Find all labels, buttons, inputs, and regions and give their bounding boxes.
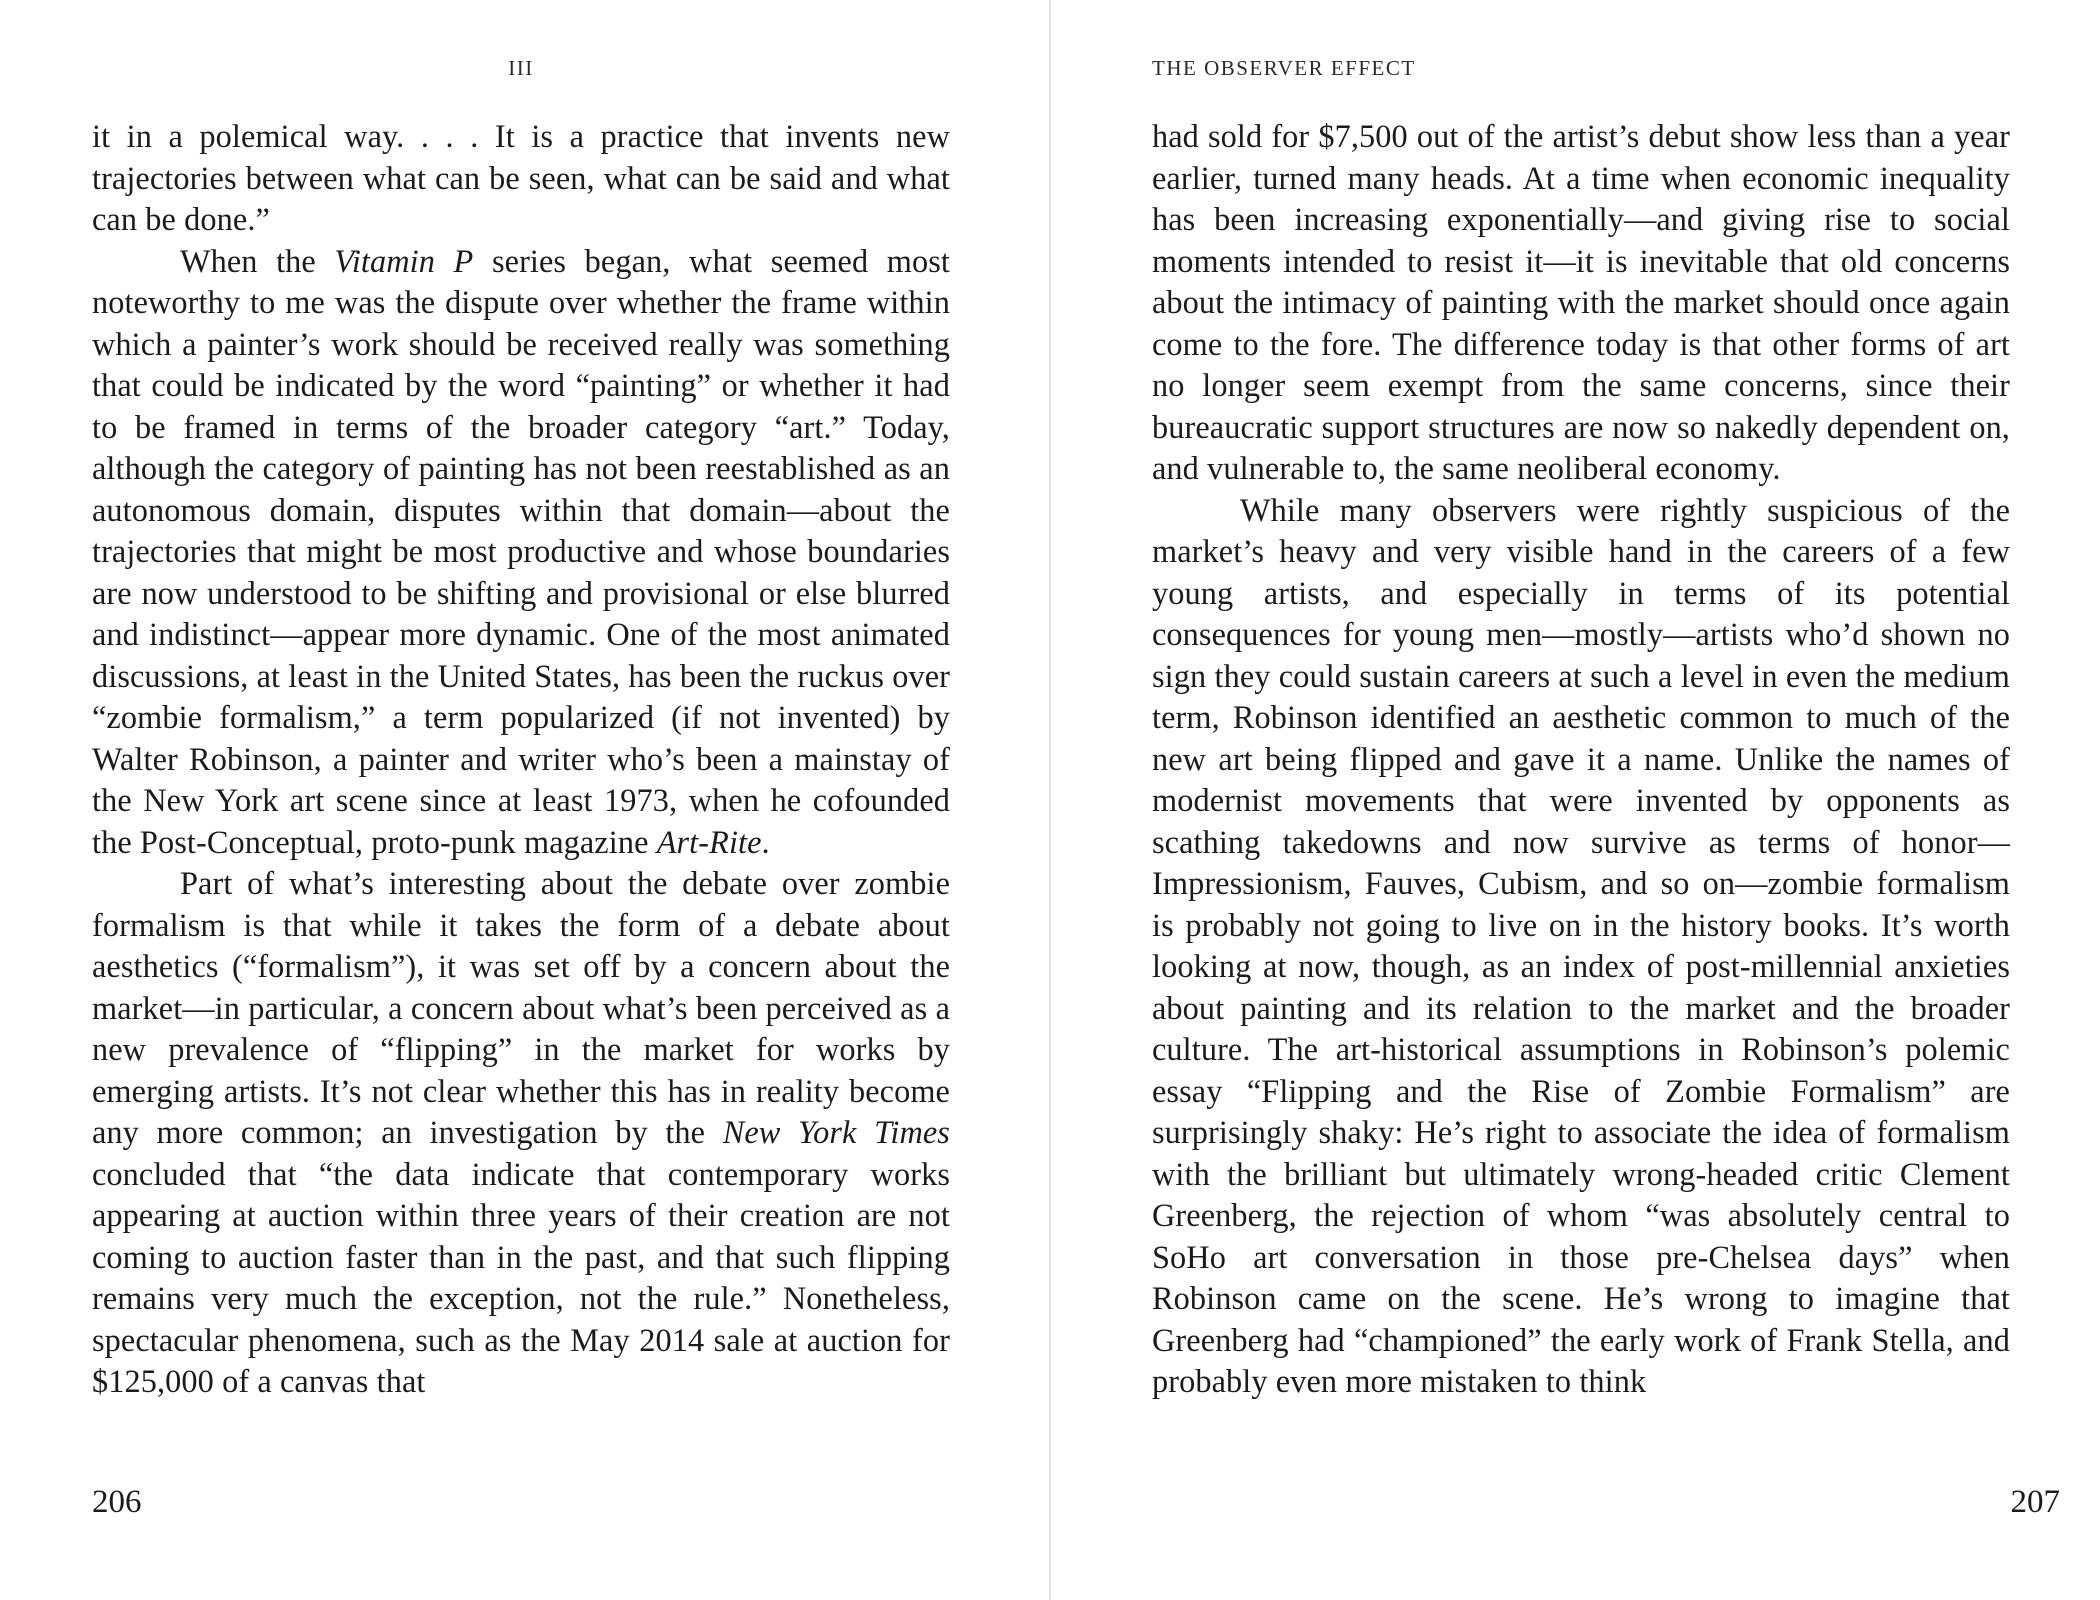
page-number-left: 206 [92,1484,142,1520]
text-run: . [761,823,770,860]
text-run: series began, what seemed most noteworthy to me was the dispute over whether the frame within which a painter’s work should be received really was something that could be indicated by the word “painting” or whether it had to be framed in terms of the broader category “art.” Today, although the category of painting has not been reestablished as an autonomous domain, disputes within that domain—about the trajectories that might be most productive and whose boundaries are now understood to be shifting and provisional or else blurred and indistinct—appear more dynamic. One of the most animated discussions, at least in the United States, has been the ruckus over “zombie formalism,” a term popularized (if not invented) by Walter Robinson, a painter and writer who’s been a mainstay of the New York art scene since at least 1973, when he cofounded the Post-Conceptual, proto-punk magazine [92,242,950,860]
text-run: had sold for $7,500 out of the artist’s debut show less than a year earlier, turned many heads. At a time when economic inequality has been increasing exponentially—and giving rise to social moments intended to resist it—it is inevitable that old concerns about the intimacy of painting with the market should once again come to the fore. The difference today is that other forms of art no longer seem exempt from the same concerns, since their bureaucratic support structures are now so nakedly dependent on, and vulnerable to, the same neoliberal economy. [1152,118,2010,486]
page-number-right: 207 [2010,1484,2060,1520]
text-run: concluded that “the data indicate that contemporary works appearing at auction within three years of their creation are not coming to auction faster than in the past, and that such flipping remains very much the exception, not the rule.” Nonetheless, spectacular phenomena, such as the May 2014 sale at auction for $125,000 of a canvas that [92,1155,950,1399]
text-run: When the [180,242,335,279]
body-text-right [1152,116,2010,1403]
paragraph [92,116,950,241]
italic-title: Vitamin P [334,242,474,279]
italic-title: New York Times [722,1114,950,1150]
italic-title: Art-Rite [656,823,762,860]
paragraph [92,241,950,864]
body-text-left [92,116,950,1403]
paragraph [1152,116,2010,490]
running-head-right: THE OBSERVER EFFECT [1152,56,1416,80]
paragraph [1152,490,2010,1403]
text-run: While many observers were rightly suspicious of the market’s heavy and very visible hand in the careers of a few young artists, and especially in terms of its potential consequences for young men—mostly—artists who’d shown no sign they could sustain careers at such a level in even the medium term, Robinson identified an aesthetic common to much of the new art being flipped and gave it a name. Unlike the names of modernist movements that were invented by opponents as scathing takedowns and now survive as terms of honor—Impressionism, Fauves, Cubism, and so on—zombie formalism is probably not going to live on in the history books. It’s worth looking at now, though, as an index of post-millennial anxieties about painting and its relation to the market and the broader culture. The art-historical assumptions in Robinson’s polemic essay “Flipping and the Rise of Zombie Formalism” are surprisingly shaky: He’s right to associate the idea of formalism with the brilliant but ultimately wrong-headed critic Clement Greenberg, the rejection of whom “was absolutely central to SoHo art conversation in those pre-Chelsea days” when Robinson came on the scene. He’s wrong to imagine that Greenberg had “championed” the early work of Frank Stella, and probably even more mistaken to think [1152,491,2010,1399]
running-head-left: III [508,56,534,80]
right-page [1050,0,2100,1600]
paragraph [92,863,950,1403]
text-run: Part of what’s interesting about the debate over zombie formalism is that while it takes the form of a debate about aesthetics (“formalism”), it was set off by a concern about the market—in particular, a concern about what’s been perceived as a new prevalence of “flipping” in the market for works by emerging artists. It’s not clear whether this has in reality become any more common; an investigation by the [92,865,950,1150]
text-run: it in a polemical way. . . . It is a practice that invents new trajectories between what can be seen, what can be said and what can be done.” [92,118,950,237]
